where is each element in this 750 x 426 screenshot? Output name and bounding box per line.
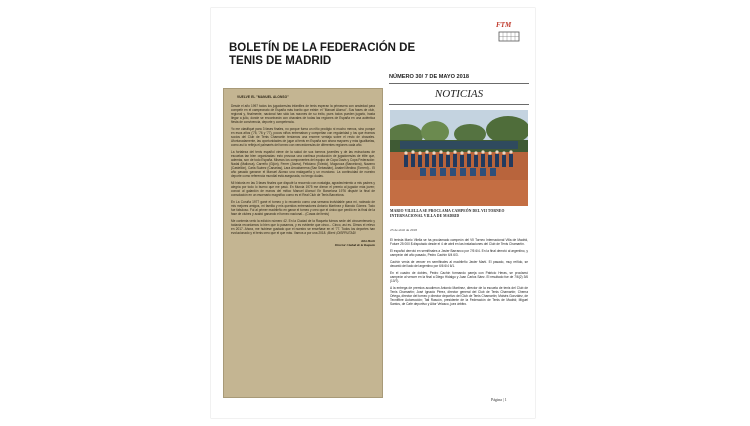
team-photo bbox=[390, 110, 528, 206]
photo-image bbox=[390, 110, 528, 206]
logo-text: FTM bbox=[496, 21, 512, 29]
racket-icon bbox=[498, 30, 520, 44]
section-title: NOTICIAS bbox=[434, 88, 484, 100]
news-date: 23 de abril de 2018 bbox=[390, 228, 418, 232]
editorial-paragraph: En La Coruña 1977 gané el torneo y lo recuerdo como una semana inolvidable para mí, rodeado de mis mejores amigos, mi familia y mis queridos entrenadores Antonio Martínez y Manolo Gómez. Todo fue fabuloso. Fui al primer madrileño en ganar el torneo y creo que el único que perdió en la final de la fase de clubes y acabó ganando el torneo nacional... (Cosas del tenis) bbox=[231, 200, 375, 216]
editorial-paragraph: Mi historia en las 3 fases finales que disputé la recuerdo con nostalgia, agradecimiento a mis padres y alegría por todo lo bueno que me pasó. En Murcia 1975 me dieron el premio al jugador más joven; conocí al galardón de manos del mítico Manuel Alonso! En Barcelona 1976 disputé la final de consolación en un escenario magnífico como es el Real Club de Tenis Barcelona. bbox=[231, 180, 375, 197]
issue-number: NÚMERO 30/ 7 DE MAYO 2018 bbox=[389, 74, 469, 80]
news-paragraph: Cachín venía de vencer en semifinales al madrileño Javier Martí. El pasado, muy reñido, se decantó del lado del argentino por 6/6 6/4 6/1. bbox=[390, 260, 528, 268]
divider bbox=[389, 104, 529, 105]
editorial-paragraph: Yo me clasifiqué para 3 fases finales, no porque fuera un niño prodigio ni mucho menos, sino porque en esos años ('75, '76 y '77), pocos niños entrenaban y competían con regularidad y los que éramos socios del Club de Tenis Chamartín teníamos una enorme ventaja sobre el resto de chavales. Afortunadamente, las oportunidades de jugar al tenis en España son ahora mayores y más igualitarias, como así lo refleja el palmarés del torneo con vencedores/as de diferentes regiones cada año. bbox=[231, 127, 375, 147]
signature-name: Kiki Martí bbox=[361, 239, 375, 244]
news-body bbox=[390, 238, 528, 309]
divider bbox=[389, 83, 529, 84]
editorial-column bbox=[223, 88, 383, 398]
news-paragraph: A la entrega de premios acudieron Antonio Martínez, director de la escuela de tenis del Club de Tenis Chamartín; José Ignacio Pérez, director general del Club de Tenis Chamartín; Chema Ortega, director del torneo y director deportivo del Club de Tenis Chamartín; Moisés González, de Tecnifibre Automoción; Tati Rascón, presidente de la Federación de Tenis de Madrid; Miguel Santos, de Cafe deportivo y Aitor Velasco, juez árbitro. bbox=[390, 286, 528, 306]
page-title: BOLETÍN DE LA FEDERACIÓN DE TENIS DE MADRID bbox=[229, 42, 416, 67]
news-paragraph: En el cuadro de dobles, Pedro Cachín formando pareja con Patricio Heras, se proclamó campeón al vencer en la final a Diego Hidalgo y Juan Carlos Sáez. El resultado fue de 7/6(2) 3/6 (10/7). bbox=[390, 271, 528, 283]
federation-logo bbox=[494, 21, 524, 47]
signature-role: Director Ciudad de la Raqueta bbox=[334, 243, 375, 248]
news-paragraph: El tenista Mario Vilella se ha proclamado campeón del VII Torneo Internacional Villa de Madrid, Future 25 000 $ disputado desde el 4 de abril en las instalaciones del Club de Tenis Chamartín. bbox=[390, 238, 528, 246]
news-paragraph: El español derrotó en semifinales a Javier Barranco por 7/5 6/4. En la final derrotó al argentino, y campeón del año pasado, Pedro Cachín 6/4 6/3. bbox=[390, 249, 528, 257]
editorial-paragraph: Desde el año 1997 todos los jugadores/as infantiles de tenis esperan la primavera con ansiedad para competir en el campeonato de España más bonito que existe: el "Manuel Alonso". Sus fases de club, regional y, finalmente, nacional han sido las razones de su éxito, pues todos pueden jugarlo, hasta llegar a julio, donde se encontrarán con chavales de todas las regiones de España en una auténtica fiesta de convivencia, deporte y competencia. bbox=[231, 104, 375, 124]
editorial-heading: VUELVE EL "MANUEL ALONSO" bbox=[237, 95, 289, 99]
editorial-paragraph: La fortaleza del tenis español viene de la salud de sus torneos juveniles y de las estructuras de escuelas tan bien organizadas: esto provoca una continua producción de jugadores/as de élite que, además, son de todo España. Mismos los componentes del equipo de Copa Davis y Copa Federación: Nadal (Mallorca), Carreño (Gijón), Ferrer (Jávea), Feliciano (Toledo), Muguruza (Barcelona), Navarro (Castellón), Carla Suárez (Canarias), Lara Arruabarrena (San Sebastián), Anabel Medina (Torrent)... El año pasado ganaron el Manuel Alonso una malagueña y un murciano. La continuidad de nuestro deporte como referencia mundial está asegurada, no tengo dudas. bbox=[231, 150, 375, 178]
news-headline: MARIO VILELLA SE PROCLAMA CAMPEÓN DEL VII TORNEO INTERNACIONAL VILLA DE MADRID bbox=[390, 209, 505, 218]
editorial-paragraph: Me contenta verlo la edición número 42. En la Ciudad de la Raqueta fuimos sede del cincuentenario y todavía recordamos lo bien que lo pasamos, y es evidente que cinco... Cinco, así es. Dimos el relevo en 2017. Ahora, me hubiese gustado que el nuestro se enseñase en el '77. Todos los deportes han evolucionado y el tenis creo que el que más. Vamos a por una 2018. ¡Bien! ¡DISFRUTAD! bbox=[231, 219, 375, 235]
page-number: Página | 1 bbox=[491, 397, 507, 402]
